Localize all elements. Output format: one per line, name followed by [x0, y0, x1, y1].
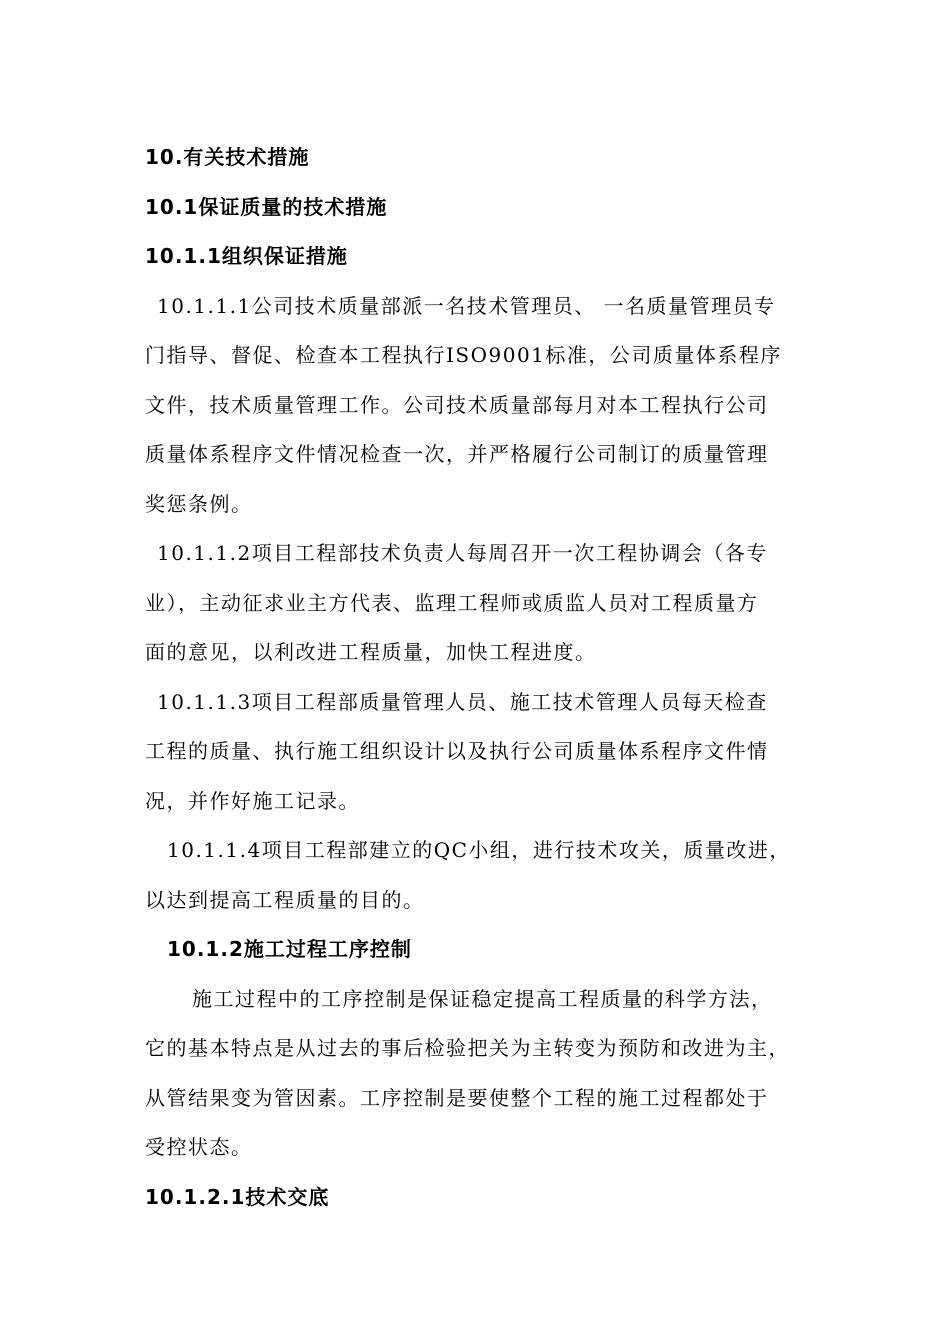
paragraph-line: 况，并作好施工记录。 [145, 788, 360, 813]
paragraph-line: 业），主动征求业主方代表、监理工程师或质监人员对工程质量方 [145, 590, 759, 615]
heading-10-1-1: 10.1.1组织保证措施 [145, 244, 348, 268]
paragraph-line: 面的意见，以利改进工程质量，加快工程进度。 [145, 640, 597, 664]
paragraph-line: 工程的质量、执行施工组织设计以及执行公司质量体系程序文件情 [145, 739, 769, 763]
paragraph-10-1-1-4 [145, 826, 810, 925]
paragraph-line: 质量体系程序文件情况检查一次，并严格履行公司制订的质量管理 [145, 442, 769, 466]
paragraph-line: 文件，技术质量管理工作。公司技术质量部每月对本工程执行公司 [145, 392, 769, 417]
paragraph-line: 它的基本特点是从过去的事后检验把关为主转变为预防和改进为主， [145, 1036, 790, 1060]
document-body [145, 133, 810, 1222]
paragraph-line: 施工过程中的工序控制是保证稳定提高工程质量的科学方法， [192, 986, 773, 1011]
heading-10: 10.有关技术措施 [145, 145, 310, 169]
paragraph-line: 以达到提高工程质量的目的。 [145, 887, 425, 912]
paragraph-line: 受控状态。 [145, 1135, 253, 1159]
paragraph-line: 从管结果变为管因素。工序控制是要使整个工程的施工过程都处于 [145, 1085, 769, 1110]
paragraph-line: 10.1.1.2项目工程部技术负责人每周召开一次工程协调会（各专 [157, 541, 768, 565]
paragraph-line: 10.1.1.3项目工程部质量管理人员、施工技术管理人员每天检查 [157, 689, 768, 714]
paragraph-line: 10.1.1.1公司技术质量部派一名技术管理员、 一名质量管理员专 [157, 293, 776, 318]
heading-10-1-2: 10.1.2施工过程工序控制 [167, 937, 412, 961]
paragraph-line: 10.1.1.4项目工程部建立的QC小组，进行技术攻关，质量改进， [167, 838, 791, 862]
paragraph-10-1-2 [145, 975, 810, 1173]
paragraph-10-1-1-2 [145, 529, 810, 678]
heading-10-1-2-1: 10.1.2.1技术交底 [145, 1184, 330, 1209]
paragraph-line: 门指导、督促、检查本工程执行ISO9001标准，公司质量体系程序 [145, 343, 782, 367]
paragraph-10-1-1-1 [145, 282, 810, 530]
paragraph-10-1-1-3 [145, 678, 810, 827]
heading-10-1: 10.1保证质量的技术措施 [145, 194, 388, 219]
paragraph-line: 奖惩条例。 [145, 491, 253, 516]
